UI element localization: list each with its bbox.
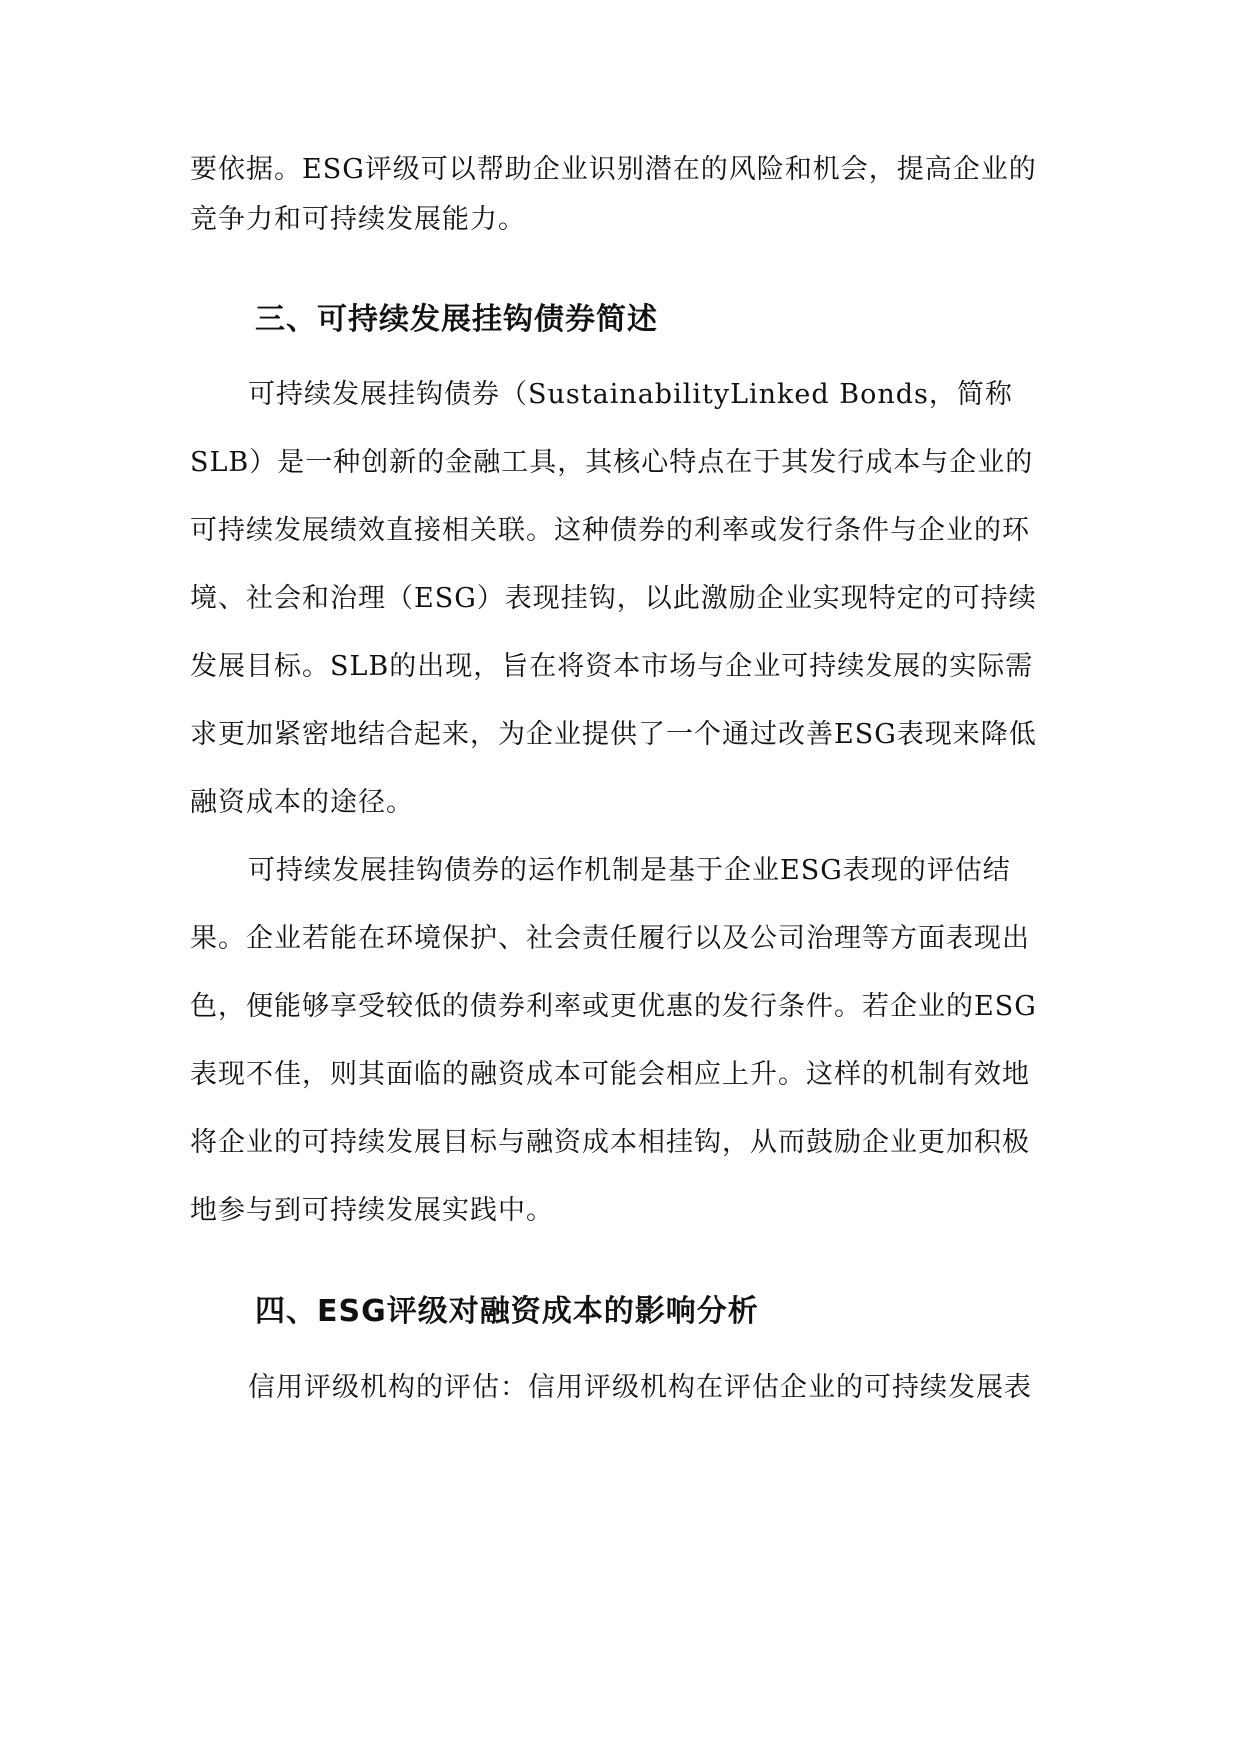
section-heading: 四、ESG评级对融资成本的影响分析 bbox=[255, 1294, 759, 1329]
paragraph-line: 色，便能够享受较低的债券利率或更优惠的发行条件。若企业的ESG bbox=[190, 991, 1037, 1022]
paragraph-line: 要依据。ESG评级可以帮助企业识别潜在的风险和机会，提高企业的 bbox=[190, 154, 1037, 185]
paragraph-line: 地参与到可持续发展实践中。 bbox=[190, 1195, 554, 1226]
paragraph-line: 求更加紧密地结合起来，为企业提供了一个通过改善ESG表现来降低 bbox=[190, 719, 1037, 750]
paragraph-line: SLB）是一种创新的金融工具，其核心特点在于其发行成本与企业的 bbox=[190, 447, 1034, 478]
paragraph-line: 果。企业若能在环境保护、社会责任履行以及公司治理等方面表现出 bbox=[190, 923, 1030, 954]
paragraph-line: 境、社会和治理（ESG）表现挂钩，以此激励企业实现特定的可持续 bbox=[190, 583, 1037, 614]
paragraph-line: 融资成本的途径。 bbox=[190, 787, 414, 818]
paragraph-line: 可持续发展绩效直接相关联。这种债券的利率或发行条件与企业的环 bbox=[190, 515, 1030, 546]
paragraph-line: 发展目标。SLB的出现，旨在将资本市场与企业可持续发展的实际需 bbox=[190, 651, 1034, 682]
section-heading: 三、可持续发展挂钩债券简述 bbox=[255, 302, 658, 337]
paragraph-line: 可持续发展挂钩债券的运作机制是基于企业ESG表现的评估结 bbox=[248, 855, 1011, 886]
paragraph-line: 竞争力和可持续发展能力。 bbox=[190, 204, 526, 235]
paragraph-line: 信用评级机构的评估：信用评级机构在评估企业的可持续发展表 bbox=[248, 1372, 1032, 1403]
paragraph-line: 将企业的可持续发展目标与融资成本相挂钩，从而鼓励企业更加积极 bbox=[190, 1127, 1030, 1158]
paragraph-line: 表现不佳，则其面临的融资成本可能会相应上升。这样的机制有效地 bbox=[190, 1059, 1030, 1090]
paragraph-line: 可持续发展挂钩债券（SustainabilityLinked Bonds，简称 bbox=[248, 379, 1013, 410]
